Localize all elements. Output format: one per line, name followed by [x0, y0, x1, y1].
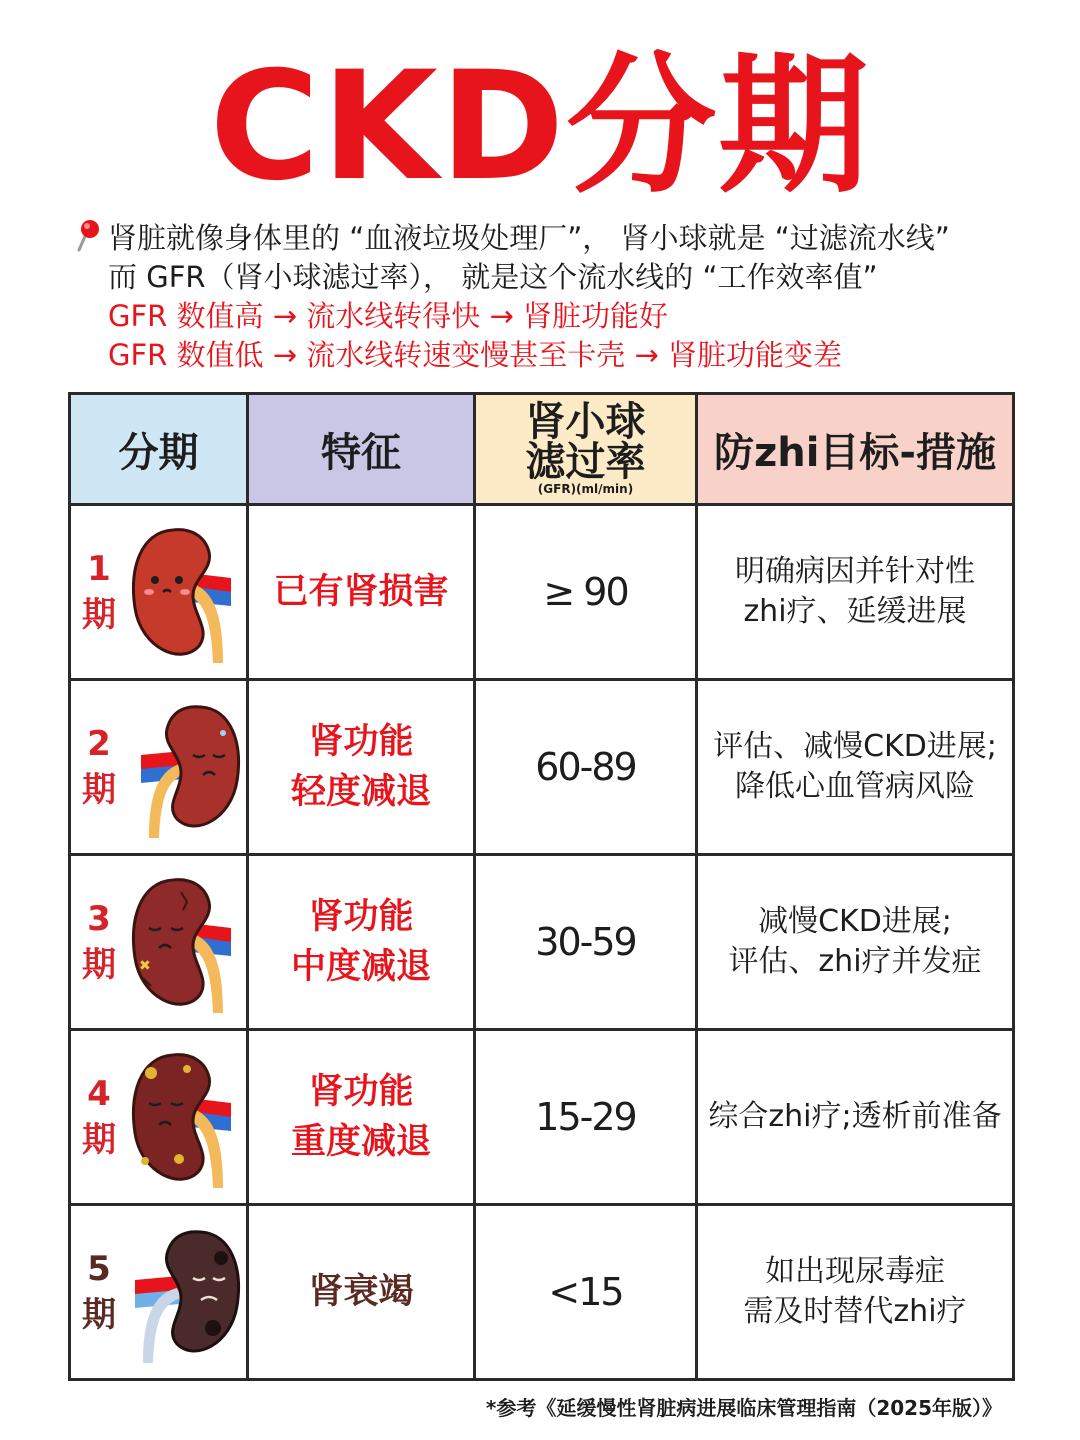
table-row [70, 1205, 1014, 1380]
feature-cell [248, 1030, 475, 1205]
kidney-worried-icon [121, 693, 251, 843]
feature-cell [248, 855, 475, 1030]
measure-cell: 减慢CKD进展; 评估、zhi疗并发症 [697, 855, 1014, 1030]
gfr-value: ≥ 90 [475, 505, 697, 680]
kidney-failed-icon [121, 1218, 251, 1368]
header-feature: 特征 [248, 394, 475, 505]
measure-cell: 如出现尿毒症 需及时替代zhi疗 [697, 1205, 1014, 1380]
stage-cell [70, 855, 248, 1030]
intro-line-2: 而 GFR（肾小球滤过率）， 就是这个流水线的 “工作效率值” [108, 260, 878, 294]
stage-label: 4 期 [82, 1074, 116, 1160]
gfr-value: <15 [475, 1205, 697, 1380]
intro-line-4: GFR 数值低 → 流水线转速变慢甚至卡壳 → 肾脏功能变差 [108, 338, 842, 372]
stage-cell [70, 505, 248, 680]
intro-line-1: 肾脏就像身体里的 “血液垃圾处理厂”， 肾小球就是 “过滤流水线” [74, 218, 1034, 258]
header-gfr-unit: (GFR)(ml/min) [537, 482, 634, 496]
stage-label: 3 期 [82, 899, 116, 985]
kidney-sick-icon [121, 1043, 251, 1193]
feature-text: 肾衰竭 [308, 1272, 414, 1312]
stage-cell [70, 1030, 248, 1205]
svg-text:✖: ✖ [139, 958, 151, 974]
feature-text: 肾功能 中度减退 [290, 897, 431, 987]
measure-cell: 评估、减慢CKD进展; 降低心血管病风险 [697, 680, 1014, 855]
header-stage: 分期 [70, 394, 248, 505]
stage-label: 1 期 [82, 549, 116, 635]
header-gfr: 肾小球 滤过率 (GFR)(ml/min) [475, 394, 697, 505]
gfr-value: 15-29 [475, 1030, 697, 1205]
feature-text: 肾功能 重度减退 [290, 1072, 431, 1162]
gfr-value: 60-89 [475, 680, 697, 855]
feature-text: 肾功能 轻度减退 [290, 722, 431, 812]
stage-label: 5 期 [82, 1249, 116, 1335]
kidney-happy-icon [121, 518, 251, 668]
pin-icon [74, 218, 104, 252]
reference-footnote: *参考《延缓慢性肾脏病进展临床管理指南（2025年版）》 [485, 1396, 1002, 1420]
stage-cell [70, 680, 248, 855]
measure-cell: 明确病因并针对性 zhi疗、延缓进展 [697, 505, 1014, 680]
table-row [70, 505, 1014, 680]
table-row [70, 855, 1014, 1030]
table-row [70, 680, 1014, 855]
feature-cell [248, 1205, 475, 1380]
feature-cell [248, 680, 475, 855]
ckd-stage-table [68, 392, 1015, 1381]
table-header-row [70, 394, 1014, 505]
feature-text: 已有肾损害 [273, 572, 449, 612]
header-measure: 防zhi目标-措施 [697, 394, 1014, 505]
measure-cell: 综合zhi疗;透析前准备 [697, 1030, 1014, 1205]
stage-label: 2 期 [82, 724, 116, 810]
stage-cell [70, 1205, 248, 1380]
intro-line-3: GFR 数值高 → 流水线转得快 → 肾脏功能好 [108, 299, 668, 333]
intro-text [74, 218, 1034, 375]
feature-cell [248, 505, 475, 680]
table-row [70, 1030, 1014, 1205]
gfr-value: 30-59 [475, 855, 697, 1030]
page-title: CKD分期 [209, 40, 871, 214]
kidney-sad-icon [121, 868, 251, 1018]
